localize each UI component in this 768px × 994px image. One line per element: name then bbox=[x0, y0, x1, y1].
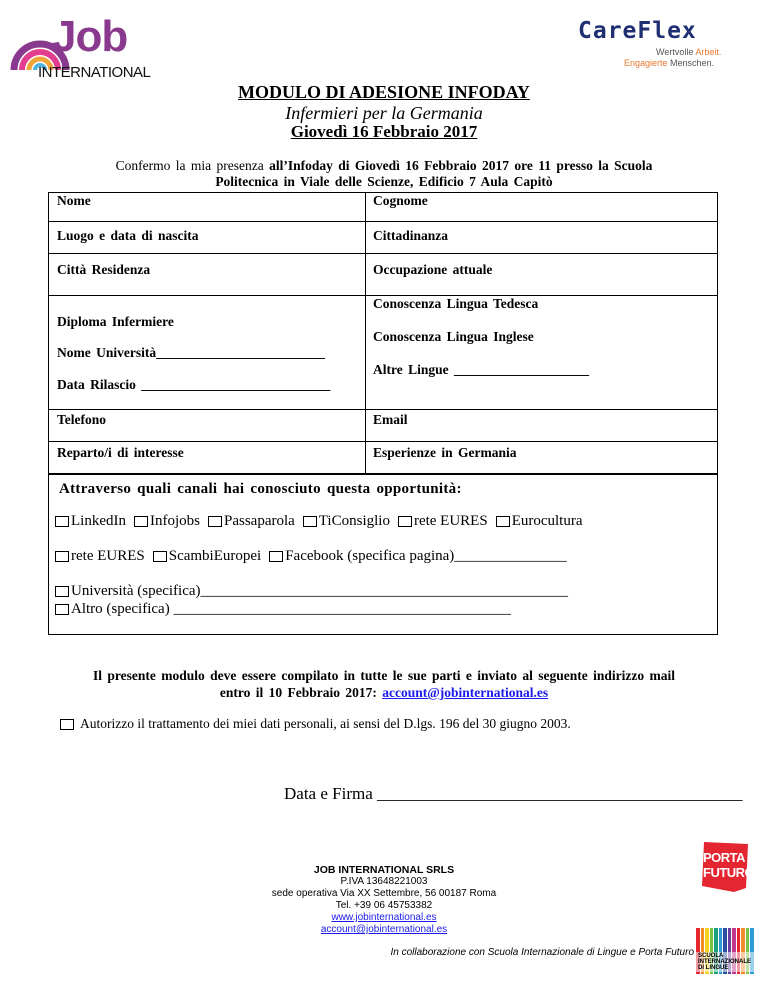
table-row-divider bbox=[49, 253, 717, 254]
porta-futuro-text-1: PORTA bbox=[703, 850, 746, 865]
footer-collaboration: In collaborazione con Scuola Internazionale di Lingue e Porta Futuro bbox=[390, 947, 694, 958]
field-altre-lingue[interactable]: Altre Lingue ____________________ bbox=[373, 362, 589, 377]
field-lingua-tedesca[interactable]: Conoscenza Lingua Tedesca bbox=[373, 296, 539, 311]
field-reparto[interactable]: Reparto/i di interesse bbox=[57, 445, 184, 460]
submission-note-2: entro il 10 Febbraio 2017: account@jobinternational.es bbox=[219, 685, 549, 700]
registration-form-table bbox=[48, 192, 718, 474]
checkbox-privacy-consent[interactable] bbox=[60, 719, 74, 730]
channels-row-altro bbox=[53, 601, 517, 618]
submission-email-link[interactable]: account@jobinternational.es bbox=[382, 685, 549, 700]
option-altro: Altro (specifica) _____________________________________________ bbox=[71, 601, 511, 617]
table-row-divider bbox=[49, 221, 717, 222]
checkbox-rete-eures-2[interactable] bbox=[55, 551, 69, 562]
scuola-text-3: DI LINGUE bbox=[698, 965, 729, 971]
checkbox-rete-eures[interactable] bbox=[398, 516, 412, 527]
footer-website-link[interactable]: www.jobinternational.es bbox=[331, 912, 437, 923]
field-occupazione[interactable]: Occupazione attuale bbox=[373, 262, 493, 277]
option-passaparola: Passaparola bbox=[223, 513, 295, 529]
field-telefono[interactable]: Telefono bbox=[57, 412, 107, 427]
checkbox-facebook[interactable] bbox=[269, 551, 283, 562]
scuola-internazionale-logo bbox=[696, 928, 756, 974]
checkbox-altro[interactable] bbox=[55, 604, 69, 615]
porta-futuro-logo bbox=[698, 842, 755, 892]
option-rete-eures: rete EURES bbox=[413, 513, 488, 529]
field-cognome[interactable]: Cognome bbox=[373, 193, 428, 208]
channels-row-1 bbox=[53, 513, 589, 530]
field-data-rilascio[interactable]: Data Rilascio ____________________________ bbox=[57, 377, 331, 392]
careflex-logo-word: CareFlex bbox=[578, 18, 697, 44]
option-scambieuropei: ScambiEuropei bbox=[168, 548, 262, 564]
privacy-consent-text: Autorizzo il trattamento dei miei dati personali, ai sensi del D.lgs. 196 del 30 giugno 2003. bbox=[80, 716, 571, 731]
checkbox-infojobs[interactable] bbox=[134, 516, 148, 527]
confirm-line-1: Confermo la mia presenza all’Infoday di Giovedì 16 Febbraio 2017 ore 11 presso la Scuola bbox=[115, 158, 653, 173]
option-infojobs: Infojobs bbox=[149, 513, 200, 529]
checkbox-ticonsiglio[interactable] bbox=[303, 516, 317, 527]
checkbox-universita[interactable] bbox=[55, 586, 69, 597]
checkbox-scambieuropei[interactable] bbox=[153, 551, 167, 562]
job-logo-word: Job bbox=[52, 12, 128, 61]
submission-note-1: Il presente modulo deve essere compilato in tutte le sue parti e inviato al seguente indirizzo mail bbox=[93, 668, 675, 683]
footer-email-link[interactable]: account@jobinternational.es bbox=[320, 924, 448, 935]
channels-row-universita bbox=[53, 583, 574, 600]
field-email[interactable]: Email bbox=[373, 412, 408, 427]
channels-section bbox=[48, 474, 718, 635]
field-cittadinanza[interactable]: Cittadinanza bbox=[373, 228, 449, 243]
option-facebook: Facebook (specifica pagina)_______________ bbox=[285, 548, 567, 564]
careflex-tagline-2: Engagierte Menschen. bbox=[624, 58, 715, 68]
form-title: MODULO DI ADESIONE INFODAY bbox=[238, 82, 530, 102]
option-universita: Università (specifica)_________________________________________________ bbox=[71, 583, 569, 599]
event-date: Giovedì 16 Febbraio 2017 bbox=[290, 122, 478, 141]
field-nome-universita[interactable]: Nome Università_________________________ bbox=[57, 345, 325, 360]
option-eurocultura: Eurocultura bbox=[511, 513, 583, 529]
privacy-consent-row bbox=[58, 716, 571, 732]
field-esperienze-germania[interactable]: Esperienze in Germania bbox=[373, 445, 517, 460]
footer-address: sede operativa Via XX Settembre, 56 00187 Roma bbox=[271, 888, 497, 899]
footer-phone: Tel. +39 06 45753382 bbox=[335, 900, 433, 911]
careflex-tagline-1: Wertvolle Arbeit. bbox=[656, 47, 722, 57]
channels-row-2 bbox=[53, 548, 573, 565]
field-diploma-infermiere[interactable]: Diploma Infermiere bbox=[57, 314, 174, 329]
scuola-text-1: SCUOLA bbox=[698, 953, 724, 959]
footer-vat: P.IVA 13648221003 bbox=[340, 876, 428, 887]
scuola-text-2: INTERNAZIONALE bbox=[698, 959, 751, 965]
option-linkedin: LinkedIn bbox=[71, 513, 126, 529]
checkbox-passaparola[interactable] bbox=[208, 516, 222, 527]
field-luogo-data-nascita[interactable]: Luogo e data di nascita bbox=[57, 228, 199, 243]
checkbox-linkedin[interactable] bbox=[55, 516, 69, 527]
porta-futuro-text-2: FUTURO bbox=[703, 865, 755, 880]
table-column-divider bbox=[365, 193, 366, 475]
form-subtitle: Infermieri per la Germania bbox=[285, 103, 483, 123]
option-rete-eures-2: rete EURES bbox=[71, 548, 145, 564]
option-ticonsiglio: TiConsiglio bbox=[318, 513, 390, 529]
date-signature-field[interactable]: Data e Firma ___________________________________________ bbox=[284, 784, 743, 803]
checkbox-eurocultura[interactable] bbox=[496, 516, 510, 527]
table-row-divider bbox=[49, 441, 717, 442]
table-row-divider bbox=[49, 409, 717, 410]
field-lingua-inglese[interactable]: Conoscenza Lingua Inglese bbox=[373, 329, 534, 344]
field-nome[interactable]: Nome bbox=[57, 193, 91, 208]
confirm-line-2: Politecnica in Viale delle Scienze, Edificio 7 Aula Capitò bbox=[215, 174, 553, 189]
job-logo-international: INTERNATIONAL bbox=[38, 64, 151, 81]
channels-title: Attraverso quali canali hai conosciuto questa opportunità: bbox=[59, 481, 462, 497]
footer-company: JOB INTERNATIONAL SRLS bbox=[313, 864, 455, 876]
field-citta-residenza[interactable]: Città Residenza bbox=[57, 262, 151, 277]
